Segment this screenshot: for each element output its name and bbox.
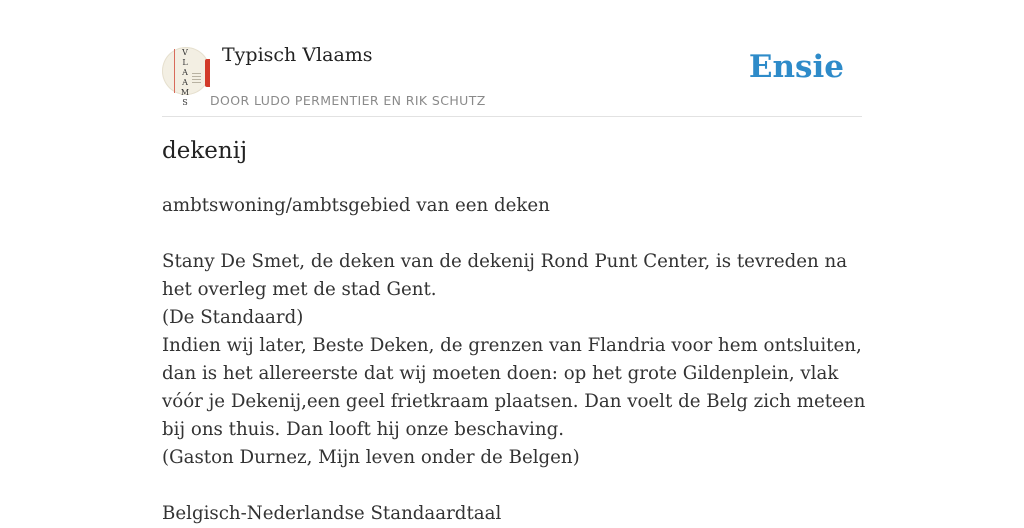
cover-letter: M (180, 88, 190, 97)
cover-letter: A (182, 68, 188, 77)
cover-red-line (174, 49, 175, 93)
entry-title: dekenij (162, 138, 248, 164)
book-cover-image[interactable] (162, 47, 210, 107)
entry-definition: ambtswoning/ambtsgebied van een deken (162, 195, 550, 216)
quote-text: Indien wij later, Beste Deken, de grenzen van Flandria voor hem ontsluiten, dan is het allereerste dat wij moeten doen: op het grote Gildenplein, vlak vóór je Dekenij,een geel frietkraam plaatsen. Dan voelt de Belg zich meteen bij ons thuis. Dan looft hij onze beschaving. (162, 335, 866, 440)
book-title[interactable]: Typisch Vlaams (222, 44, 373, 66)
book-header (162, 0, 862, 117)
entry-body (162, 192, 867, 528)
cover-text-lines (192, 73, 201, 85)
cover-letter: V (182, 48, 188, 57)
cover-lettering (179, 48, 191, 108)
cover-letter: L (182, 58, 188, 67)
cover-letter: S (182, 98, 188, 107)
quote-source: (Gaston Durnez, Mijn leven onder de Belgen) (162, 447, 580, 468)
cover-letter: A (182, 78, 188, 87)
quote-source: (De Standaard) (162, 307, 304, 328)
cover-red-bar (205, 59, 210, 87)
book-authors: DOOR LUDO PERMENTIER EN RIK SCHUTZ (210, 93, 486, 108)
ensie-logo[interactable]: Ensie (748, 49, 844, 85)
entry-category: Belgisch-Nederlandse Standaardtaal (162, 503, 502, 524)
quote-text: Stany De Smet, de deken van de dekenij Rond Punt Center, is tevreden na het overleg met de stad Gent. (162, 251, 848, 300)
